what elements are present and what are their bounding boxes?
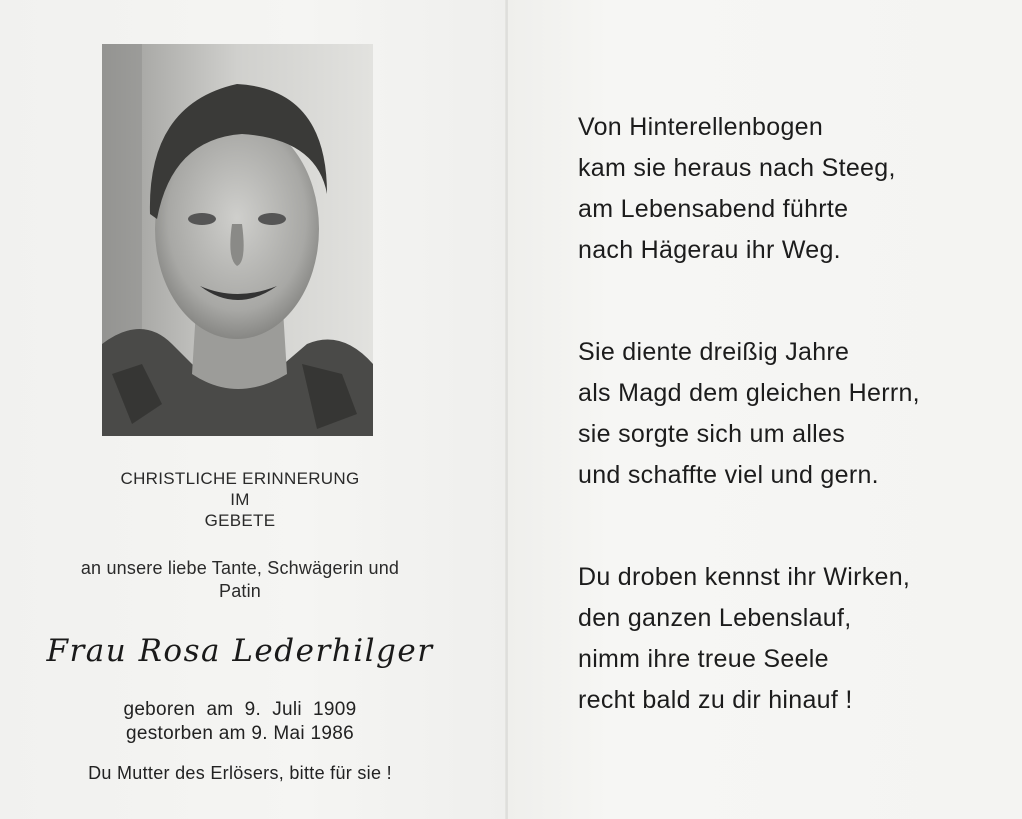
heading-line: GEBETE [204, 511, 276, 530]
poem-line: kam sie heraus nach Steeg, [578, 154, 896, 182]
death-date: gestorben am 9. Mai 1986 [126, 723, 354, 744]
heading-block [10, 468, 470, 531]
portrait-photo [102, 44, 373, 436]
deceased-name: Frau Rosa Lederhilger [46, 633, 434, 669]
birth-date: geboren am 9. Juli 1909 [123, 699, 357, 720]
dedication-line: Patin [218, 581, 262, 601]
poem-line: Du droben kennst ihr Wirken, [578, 563, 911, 591]
poem-line: sie sorgte sich um alles [578, 420, 846, 448]
dates-block [10, 698, 470, 746]
portrait-image [102, 44, 373, 436]
poem-stanza-2 [578, 332, 920, 496]
poem-line: recht bald zu dir hinauf ! [578, 686, 853, 714]
prayer-line: Du Mutter des Erlösers, bitte für sie ! [88, 763, 392, 783]
poem-line: am Lebensabend führte [578, 195, 849, 223]
left-panel [0, 0, 506, 819]
poem-line: Von Hinterellenbogen [578, 113, 824, 141]
poem-line: Sie diente dreißig Jahre [578, 338, 850, 366]
poem-line: und schaffte viel und gern. [578, 461, 879, 489]
poem-line: als Magd dem gleichen Herrn, [578, 379, 920, 407]
dedication-line: an unsere liebe Tante, Schwägerin und [80, 558, 400, 578]
poem-stanza-3 [578, 557, 910, 721]
heading-line: CHRISTLICHE ERINNERUNG [120, 469, 360, 488]
poem-line: den ganzen Lebenslauf, [578, 604, 852, 632]
poem-line: nach Hägerau ihr Weg. [578, 236, 841, 264]
poem-stanza-1 [578, 107, 896, 271]
dedication-block [10, 557, 470, 603]
poem-line: nimm ihre treue Seele [578, 645, 829, 673]
heading-line: IM [230, 490, 250, 509]
